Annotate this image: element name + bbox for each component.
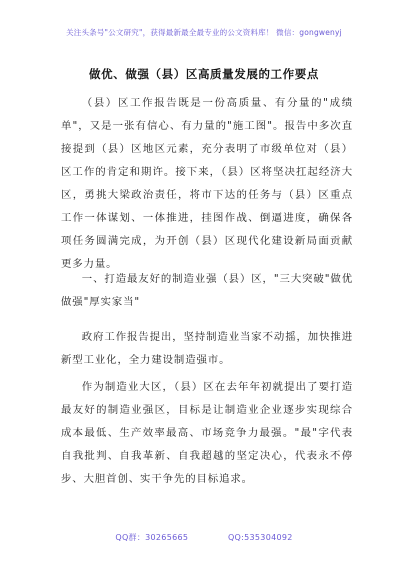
header-banner: 关注头条号"公文研究"，获得最新最全最专业的公文资料库！ 微信：gongwenyj xyxy=(66,28,342,37)
footer-qq: QQ:535304092 xyxy=(227,533,293,542)
section-heading xyxy=(61,268,353,314)
document-title: 做优、做强（县）区高质量发展的工作要点 xyxy=(89,67,319,81)
paragraph-text: （县）区工作报告既是一份高质量、有分量的"成绩单"，又是一张有信心、有力量的"施工图"。报告中多次直接提到（县）区地区元素，充分表明了市级单位对（县）区工作的肯定和期许。接下来，（县）区将坚决扛起经济大区，勇挑大梁政治责任，将市下达的任务与（县）区重点工作一体谋划、一体推进，挂图作战、倒逼进度，确保各项任务圆满完成，为开创（县）区现代化建设新局面贡献更多力量。 xyxy=(61,97,353,270)
paragraph-manufacturing xyxy=(61,376,353,491)
paragraph-text: 作为制造业大区，（县）区在去年年初就提出了要打造最友好的制造业强区，目标是让制造业企业逐步实现综合成本最低、生产效率最高、市场竞争力最强。"最"字代表自我批判、自我革新、自我超越的坚定决心，代表永不停步、大胆首创、实干争先的目标追求。 xyxy=(61,381,353,485)
footer xyxy=(0,532,408,543)
paragraph-intro xyxy=(61,92,353,276)
footer-qq-group: QQ群：30265665 xyxy=(115,533,189,542)
section-heading-text: 一、打造最友好的制造业强（县）区，"三大突破"做优做强"厚实家当" xyxy=(61,273,353,308)
paragraph-policy xyxy=(61,326,353,372)
paragraph-text: 政府工作报告提出，坚持制造业当家不动摇，加快推进新型工业化，全力建设制造强市。 xyxy=(61,331,353,366)
